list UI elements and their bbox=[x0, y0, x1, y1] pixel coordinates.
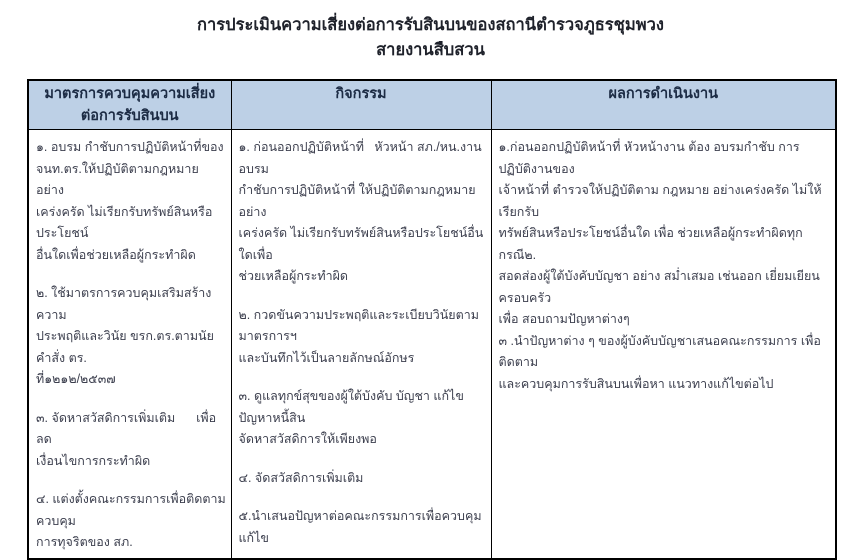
cell-activities bbox=[231, 130, 491, 559]
text-line: ๔. แต่งตั้งคณะกรรมการเพื่อติดตามควบคุม bbox=[36, 492, 226, 528]
text-line: อื่นใดเพื่อช่วยเหลือผู้กระทำผิด bbox=[36, 247, 196, 262]
text-line: ที่๑๒๑๒/๒๕๓๗ bbox=[36, 372, 116, 386]
text-line: เคร่งครัด ไม่เรียกรับทรัพย์สินหรือประโยชน์ bbox=[36, 204, 213, 240]
cell-control-measures bbox=[28, 130, 231, 559]
header-results bbox=[491, 80, 836, 130]
list-item bbox=[36, 283, 227, 391]
list-item bbox=[239, 386, 487, 451]
text-line: การทุจริตของ สภ. bbox=[36, 535, 133, 549]
list-item bbox=[499, 137, 832, 395]
text-line: ประพฤติและวินัย ขรก.ตร.ตามนัยคำสั่ง ตร. bbox=[36, 329, 214, 365]
header-control-measures bbox=[28, 80, 231, 130]
text-line: ช่วยเหลือผู้กระทำผิด bbox=[238, 269, 349, 283]
text-line: เงื่อนไขการกระทำผิด bbox=[36, 453, 151, 468]
document-subtitle: สายงานสืบสวน bbox=[376, 41, 485, 59]
list-item bbox=[36, 408, 227, 473]
text-line: ต่อการรับสินบน bbox=[80, 108, 179, 124]
text-line: เจ้าหน้าที่ ตำรวจให้ปฏิบัติตาม กฎหมาย อย่างเคร่งครัด ไม่ให้เรียกรับ bbox=[498, 183, 822, 219]
text-line: เคร่งครัด ไม่เรียกรับทรัพย์สินหรือประโยชน์อื่นใดเพื่อ bbox=[238, 226, 484, 262]
table-body-row bbox=[28, 130, 836, 559]
text-line: จนท.ตร.ให้ปฏิบัติตามกฎหมายอย่าง bbox=[36, 161, 199, 197]
header-activities bbox=[231, 80, 491, 130]
text-line: ๕.นำเสนอปัญหาต่อคณะกรรมการเพื่อควบคุมแก้ไข bbox=[238, 509, 482, 545]
list-item bbox=[36, 137, 227, 266]
text-line: ๑. ก่อนออกปฏิบัติหน้าที่ หัวหน้า สภ./หน.งาน อบรม bbox=[238, 140, 486, 176]
text-line: ๒. ใช้มาตรการควบคุมเสริมสร้างความ bbox=[36, 286, 212, 322]
text-line: ทรัพย์สินหรือประโยชน์อื่นใด เพื่อ ช่วยเหลือผู้กระทำผิดทุก กรณี๒. bbox=[498, 226, 807, 262]
document-title bbox=[0, 0, 861, 63]
text-line: ๓. ดูแลทุกข์สุขของผู้ใต้บังคับ บัญชา แก้ไขปัญหาหนี้สิน bbox=[238, 389, 464, 425]
risk-assessment-table bbox=[27, 79, 837, 560]
list-item bbox=[239, 468, 487, 490]
text-line: ๓ .นำปัญหาต่าง ๆ ของผู้บังคับบัญชาเสนอคณะกรรมการ เพื่อติดตาม bbox=[498, 333, 821, 369]
text-line: เพื่อ สอบถามปัญหาต่างๆ bbox=[498, 312, 630, 326]
cell-results bbox=[491, 130, 836, 559]
text-line: และบันทึกไว้เป็นลายลักษณ์อักษร bbox=[238, 350, 415, 365]
text-line: และควบคุมการรับสินบนเพื่อหา แนวทางแก้ไขต่อไป bbox=[498, 376, 774, 391]
text-line: จัดหาสวัสดิการให้เพียงพอ bbox=[238, 432, 377, 446]
text-line: ๔. จัดสวัสดิการเพิ่มเติม bbox=[238, 470, 364, 485]
text-line: ผลการดำเนินงาน bbox=[608, 86, 719, 102]
text-line: ๑. อบรม กำชับการปฏิบัติหน้าที่ของ bbox=[36, 140, 224, 154]
text-line: สอดส่องผู้ใต้บังคับบัญชา อย่าง สม่ำเสมอ เช่นออก เยี่ยมเยียน ครอบครัว bbox=[498, 269, 824, 305]
document-title-line1: การประเมินความเสี่ยงต่อการรับสินบนของสถานีตำรวจภูธรชุมพวง bbox=[197, 16, 664, 34]
list-item bbox=[36, 489, 227, 554]
text-line: กำชับการปฏิบัติหน้าที่ ให้ปฏิบัติตามกฎหมายอย่าง bbox=[238, 183, 476, 219]
text-line: กิจกรรม bbox=[335, 86, 387, 102]
list-item bbox=[239, 137, 487, 288]
text-line: ๑.ก่อนออกปฏิบัติหน้าที่ หัวหน้างาน ต้อง อบรมกำชับ การปฏิบัติงานของ bbox=[498, 140, 800, 176]
text-line: มาตรการควบคุมความเสี่ยง bbox=[44, 86, 216, 102]
list-item bbox=[239, 506, 487, 549]
text-line: ๓. จัดหาสวัสดิการเพิ่มเติม เพื่อลด bbox=[36, 410, 217, 446]
table-header-row bbox=[28, 80, 836, 130]
list-item bbox=[239, 305, 487, 370]
text-line: ๒. กวดขันความประพฤติและระเบียบวินัยตามมาตรการฯ bbox=[238, 307, 479, 343]
